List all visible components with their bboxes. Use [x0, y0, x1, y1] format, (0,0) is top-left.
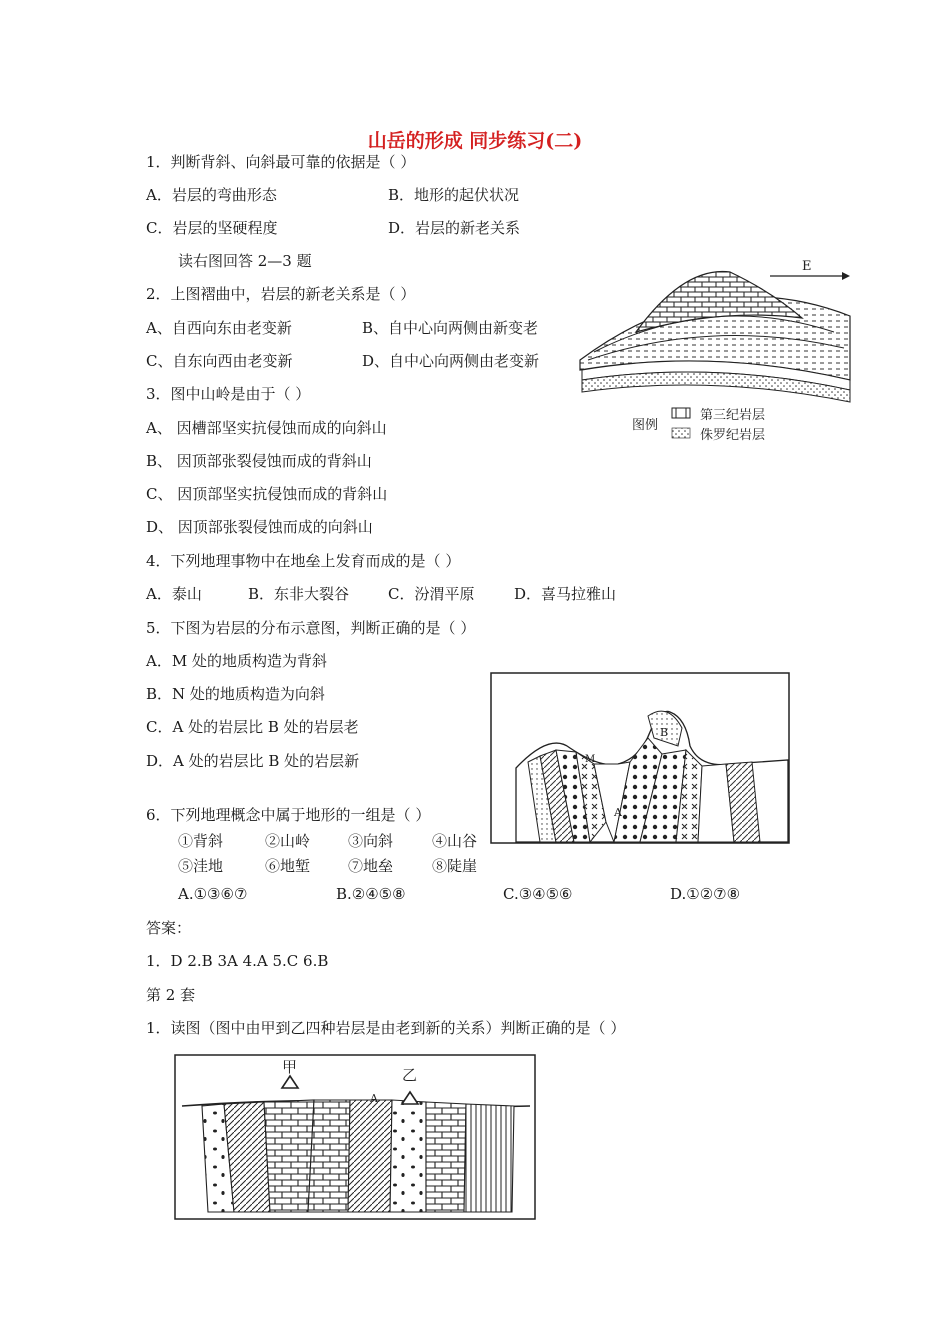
- fig1-arrow-label: E: [802, 259, 812, 274]
- q5-option-d: D．A 处的岩层比 B 处的岩层新: [146, 752, 360, 770]
- q1-option-c: C．岩层的坚硬程度: [146, 219, 278, 237]
- q1-option-b: B．地形的起伏状况: [388, 186, 520, 204]
- legend-swatch-tertiary: [672, 408, 690, 418]
- fig3-label-yi: 乙: [402, 1066, 418, 1084]
- q6-concept-7: ⑦地垒: [348, 857, 394, 875]
- q5-option-a: A．M 处的地质构造为背斜: [146, 652, 327, 670]
- q6-concept-1: ①背斜: [178, 832, 224, 850]
- fig3-label-a: A: [370, 1092, 378, 1105]
- q2-option-d: D、自中心向两侧由老变新: [362, 352, 540, 370]
- q3-option-d: D、 因顶部张裂侵蚀而成的向斜山: [146, 518, 373, 536]
- q6-concept-5: ⑤洼地: [178, 857, 224, 875]
- q2-option-c: C、自东向西由老变新: [146, 352, 293, 370]
- q3-option-c: C、 因顶部坚实抗侵蚀而成的背斜山: [146, 485, 388, 503]
- q5-option-b: B．N 处的地质构造为向斜: [146, 685, 325, 703]
- q1-option-a: A．岩层的弯曲形态: [146, 186, 277, 204]
- q5-option-c: C．A 处的岩层比 B 处的岩层老: [146, 718, 359, 736]
- fig1-legend-tertiary: 第三纪岩层: [700, 408, 766, 423]
- q4-option-d: D．喜马拉雅山: [514, 585, 617, 603]
- set2-q1-stem: 1．读图（图中由甲到乙四种岩层是由老到新的关系）判断正确的是（ ）: [146, 1019, 626, 1037]
- fig1-legend-title: 图例: [632, 418, 659, 433]
- intro-2-3: 读右图回答 2—3 题: [178, 252, 312, 270]
- q3-option-b: B、 因顶部张裂侵蚀而成的背斜山: [146, 452, 372, 470]
- q6-concept-2: ②山岭: [265, 832, 311, 850]
- q6-option-b: B.②④⑤⑧: [336, 885, 406, 903]
- q6-concept-8: ⑧陡崖: [432, 857, 478, 875]
- fig2-label-m: M: [585, 754, 596, 765]
- q3-stem: 3．图中山岭是由于（ ）: [146, 385, 311, 403]
- fig3-label-jia: 甲: [282, 1058, 298, 1076]
- q6-concept-3: ③向斜: [348, 832, 394, 850]
- fig2-label-a: A: [614, 806, 622, 819]
- q6-stem: 6．下列地理概念中属于地形的一组是（ ）: [146, 806, 431, 824]
- q1-option-d: D．岩层的新老关系: [388, 219, 521, 237]
- q6-option-c: C.③④⑤⑥: [503, 885, 573, 903]
- q4-option-b: B．东非大裂谷: [248, 585, 350, 603]
- q6-option-d: D.①②⑦⑧: [670, 885, 741, 903]
- answers-label: 答案：: [146, 919, 192, 937]
- q1-stem: 1．判断背斜、向斜最可靠的依据是（ ）: [146, 153, 416, 171]
- answers-text: 1．D 2.B 3A 4.A 5.C 6.B: [146, 952, 329, 970]
- strata-figure: [174, 1054, 536, 1220]
- q2-stem: 2．上图褶曲中，岩层的新老关系是（ ）: [146, 285, 416, 303]
- q6-concept-4: ④山谷: [432, 832, 478, 850]
- q5-stem: 5．下图为岩层的分布示意图，判断正确的是（ ）: [146, 619, 476, 637]
- legend-swatch-jurassic: [672, 428, 690, 438]
- q2-option-b: B、自中心向两侧由新变老: [362, 319, 539, 337]
- page-title: 山岳的形成 同步练习(二): [367, 130, 583, 152]
- set-2-label: 第 2 套: [146, 986, 196, 1004]
- q6-concept-6: ⑥地堑: [265, 857, 311, 875]
- anticline-figure: [572, 252, 862, 452]
- rock-layers-figure: [490, 672, 790, 844]
- fig2-label-b: B: [660, 726, 669, 739]
- q4-stem: 4．下列地理事物中在地垒上发育而成的是（ ）: [146, 552, 461, 570]
- q2-option-a: A、自西向东由老变新: [146, 319, 292, 337]
- q3-option-a: A、 因槽部坚实抗侵蚀而成的向斜山: [146, 419, 387, 437]
- q4-option-a: A．泰山: [146, 585, 202, 603]
- q6-option-a: A.①③⑥⑦: [178, 885, 248, 903]
- q4-option-c: C．汾渭平原: [388, 585, 475, 603]
- fig1-legend-jurassic: 侏罗纪岩层: [700, 428, 766, 443]
